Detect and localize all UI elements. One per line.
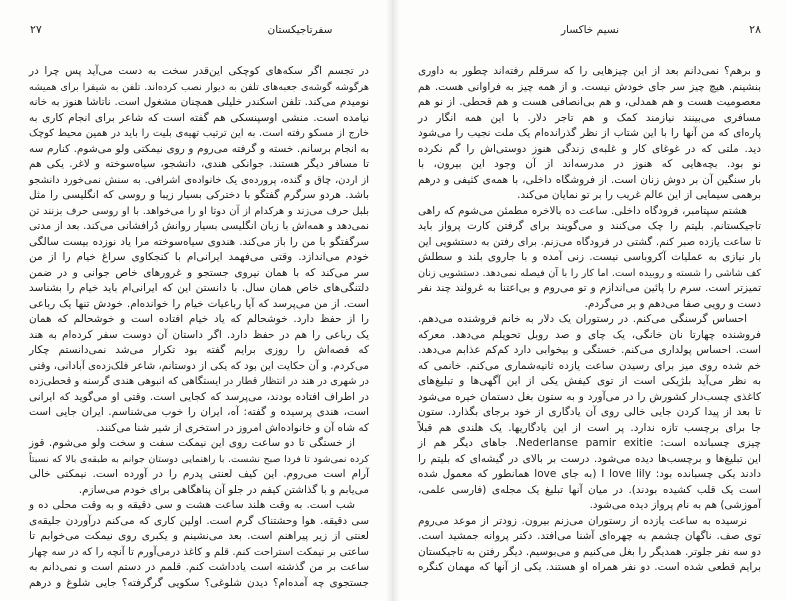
text-line: مسافری می‌بینند نیازمند کمک و هم تاجر دلار. با این همه انگار در (418, 111, 761, 124)
text-line: نو بود. بچه‌هایی که هنوز در مدرسه‌اند از آن وجود این بیرون، با (418, 158, 761, 170)
paragraph (29, 64, 369, 436)
text-line: چیزی چسبانده است: Nederlanse pamir exitie. جاهای دیگر هم از (418, 437, 761, 449)
text-line: هشتم سپتامبر، فرودگاه داخلی. ساعت ده بالاخره مطمئن می‌شوم که راهی (418, 204, 747, 217)
paragraph (418, 64, 761, 204)
paragraph (418, 312, 761, 514)
text-line: ساعتی بر نیمکت استراحت کنم. قلم و کاغذ درمی‌آورم تا آنچه را که در سه چهار (29, 545, 369, 558)
text-line: تا مسافر دیگر هستند. جوانکی هندی، دانشجو، سیاه‌سوخته و لاغر. یکی هم (29, 158, 369, 170)
text-line: فروشنده چهارتا نان خانگی، یک چای و صد روبل تحویلم می‌دهد. معرکه (418, 328, 761, 341)
paragraph (418, 514, 761, 576)
text-line: دادند یکی چسبانده بود: I love lily (به جای love همانطور که معمول شده (418, 468, 761, 480)
text-line: است. از من می‌پرسد که آیا رباعیات خیام را خوانده‌ام. خودش تنها یک رباعی (29, 297, 369, 310)
text-line: بار نیازی به عملیات آکروباسی نیست. زنی آمده و با جاروی بلند و سطلش (418, 251, 761, 263)
text-line: دید. ملتی که در غوغای کار و غلبه‌ی زندگی هنوز دوستی‌اش را گم نکرده (418, 142, 761, 155)
text-line: باشد. هردو سرگرم گفتگو با دخترکی بسیار زیبا و روسی که انگلیسی را مثل (29, 189, 369, 201)
text-line: سر می‌کند که با همان نیروی جستجو و غرورهای خاص جوانی و در ضمن (29, 266, 369, 279)
text-line: خودم می‌اندازد. وقتی می‌فهمد ایرانی‌ام با کنجکاوی سراغ خیام را از من (29, 251, 369, 263)
right-page (393, 0, 787, 601)
text-line: معصومیت هست و هم همدلی، و هم بی‌انصافی هست و هم قحطی. از نو هم (418, 96, 761, 108)
running-head: نسیم خاکسار (560, 24, 620, 36)
text-line: برایم قطعی شده است. دو نفر همراه او هستند. یکی از آنها که مهمان کنگره (418, 561, 761, 573)
paragraph (29, 436, 369, 498)
text-line: احساس گرسنگی می‌کنم. در رستوران یک دلار به خانم فروشنده می‌دهم. (418, 313, 747, 325)
text-line: از خستگی تا دو ساعت روی این نیمکت سفت و سخت ولو می‌شوم. قوز (29, 437, 355, 449)
text-line: برهمی سیمایی از این عالم غریب را بر تو نمایان می‌کند. (517, 189, 761, 201)
text-line: بار سنگین آن بر دوش زنان است. از فروشگاه داخلی، با همه‌ی کثیفی و درهم (418, 173, 761, 186)
text-line: آموزشی) هم به نام پرواز دیده می‌شود. (589, 499, 761, 511)
text-line: تا ساعت یازده صبر کنم. گشتی در فرودگاه می‌زنم. برای رفتن به دستشویی این (418, 235, 761, 248)
text-line: دو سه نفر جلوتر. همدیگر را بغل می‌کنیم و می‌بوسیم. دیگر رفتن به تاجیکستان (418, 545, 761, 558)
text-line: در شهری در هند در انتظار قطار در ایستگاهی که انبوهی هندی گرسنه و قحطی‌زده (29, 376, 369, 387)
text-line: است، هندی پرسیده و گفته: آه، ایران را خوب می‌شناسم. ایران جایی است (29, 406, 369, 418)
text-line: کاغذی چسب‌دار کشورش را در می‌آورد و به ستون بغل دستمان خیره می‌شود (418, 390, 761, 403)
text-line: ساعت بر من گذشته است یادداشت کنم. قلمم در دستم است و نمی‌دانم به (29, 561, 369, 573)
page-number: ۲۷ (30, 23, 42, 36)
text-line: سرگفتگو با من را باز می‌کند. هندوی سیاه‌سوخته مرا یاد نوزده بیست سالگی (29, 235, 369, 248)
page-text (418, 64, 761, 576)
text-line: را از حفظ دارد. خوشحالم که یاد خیام افتاده است و خوشحالم که همان (29, 313, 369, 325)
text-line: کرده نمی‌شود تا فردا صبح نشست. با راهنمایی دوستان جوانم به طبقه‌ی بالا که نسبتاً (29, 453, 369, 465)
text-line: می‌یابم و با گذاشتن کیفم در جلو آن پناهگاهی برای خودم می‌سازم. (78, 483, 369, 496)
text-line: جستجوی چه آمده‌ام؟ دیدن شلوغی؟ سکویی گرگرفته؟ جایی شلوغ و درهم (29, 576, 369, 589)
text-line: است یک قلب کشیده بودند). در میان آنها تبلیغ یک مجله‌ی (فارسی علمی، (418, 483, 761, 496)
text-line: کف شاشی را شسته و روبیده است. اما کار را با آن فیصله نمی‌دهد. دستشویی زنان (418, 267, 761, 279)
page-text (29, 64, 369, 591)
text-line: بنشینم. هیچ چیز سر جای خودش نیست. و از همه چیز به فراوانی هست. هم (418, 80, 761, 93)
text-line: یک رباعی را هم در حفظ دارد. اگر داستان آن دوست سفر کرده‌ام به هند (29, 328, 369, 341)
text-line: دلتنگی‌های خاص همان سال. با دانستن این که ایرانی‌ام باید خیام را بشناسد (29, 282, 369, 294)
text-line: جا برای برچسب تازه ندارد. پر است از این یادگاریها. یک هلندی هم قبلاً (418, 421, 761, 434)
text-line: تمیزتر است. سرم را پائین می‌اندازم و تو می‌روم و بی‌اعتنا به غرولند چند نفر (418, 282, 761, 294)
text-line: به انجام برسانم. خسته و گرفته می‌روم و روی نیمکتی ولو می‌شوم. کنارم سه (29, 142, 369, 155)
text-line: در تجسم اگر سکه‌های کوچکی این‌قدر سخت به دست می‌آید پس چرا در (29, 65, 369, 77)
text-line: لعنتی از زیر پیراهنم است. بعد می‌نشینم و یکبری روی نیمکت می‌خوابم تا (29, 530, 369, 542)
text-line: و برهم؟ نمی‌دانم بعد از این چیزهایی را که سرقلم رفته‌اند چطور به داوری (418, 65, 761, 77)
text-line: دست و رویی صفا می‌دهم و بر می‌گردم. (584, 297, 761, 310)
left-page (0, 0, 393, 601)
text-line: نمی‌دهد و همه‌اش با زبان انگلیسی بسیار روانش دُرافشانی می‌کند. بعد از مدتی (29, 220, 369, 232)
text-line: آرام است می‌روم. این کیف لعنتی پدرم را در آورده است. نیمکتی خالی (29, 468, 369, 480)
text-line: نرسیده به ساعت یازده از رستوران می‌زنم بیرون. زودتر از موعد می‌روم (418, 514, 747, 527)
text-line: شب است. به وقت هلند ساعت هشت و سی دقیقه و به وقت محلی ده و (29, 499, 355, 511)
text-line: به نظر می‌آید بلژیکی است از توی کیفش یکی از این آگهی‌ها و تبلیغ‌های (418, 375, 761, 387)
text-line: است. احساس پولداری می‌کنم. خستگی و بیخوابی دارد کم‌کم عذابم می‌دهد. (418, 344, 761, 356)
text-line: نومیدم می‌کند. تلفن اسکندر خلیلی همچنان مشغول است. ناتاشا هنوز به خانه (29, 96, 369, 108)
text-line: می‌کردم. و آن حکایت این بود که یکی از دوستانم، شاعر فلک‌زده‌ی آبادانی، وقتی (29, 359, 369, 372)
text-line: تا بعد از پیدا کردن جایی خالی روی آن یادگاری از خود برجای بگذارد. ستون (418, 406, 761, 418)
paragraph (418, 204, 761, 313)
paragraph (29, 498, 369, 591)
text-line: نیامده است. منشی اوسپنسکی هم گفته است که شاعر برای انجام کاری به (29, 111, 369, 124)
text-line: پاره‌ای که من آنها را با این شتاب از نظر گذرانده‌ام یک ملت نجیب را می‌شود (418, 127, 761, 139)
text-line: خارج از مسکو رفته است. به این ترتیب تهیه‌ی بلیت را باید در همین محیط کوچک (29, 128, 369, 139)
text-line: سی دقیقه. هوا وحشتناک گرم است. اولین کاری که می‌کنم درآوردن جلیقه‌ی (29, 514, 369, 527)
text-line: خم شده روی میز برای رسیدن ساعت یازده ثانیه‌شماری می‌کنم. خانمی که (418, 359, 761, 372)
page-number: ۲۸ (749, 23, 761, 36)
text-line: تاجیکستانم. بلیتم را چک می‌کنند و می‌گویند برای گرفتن کارت پرواز باید (418, 220, 761, 232)
text-line: توی صف. ناگهان چشمم به چهره‌ای آشنا می‌افتد. دکتر پروانه جمشید است. (418, 530, 761, 542)
text-line: از اردن، چاق و گنده، پرورده‌ی یک خانواده‌ی اشرافی. به سنش نمی‌خورد دانشجو (29, 174, 369, 186)
text-line: در اطراف افتاده بودند، می‌پرسد که کجایی است. وقتی او می‌گوید که ایرانی (29, 390, 369, 403)
text-line: هرگوشه گوشه‌ی جعبه‌های تلفن به دیوار نصب کرده‌اند. تلفن به شیفرا برای همیشه (29, 81, 369, 93)
text-line: که قصه‌اش را روزی برایم گفته بود تکرار می‌شد نمی‌دانستم چکار (29, 344, 369, 356)
text-line: بلبل حرف می‌زند و هرکدام از آن دوتا او را می‌خواهد. با او روسی حرف بزنند تن (29, 205, 369, 217)
text-line: که شاه آن و خانواده‌اش امروز در استخری از شیر شنا می‌کنند. (96, 421, 369, 434)
text-line: این تبلیغ‌ها و برچسب‌ها دیده می‌شود. درست بر بالای در گیشه‌ای که بلیتم را (418, 452, 761, 465)
running-head: سفرتاجیکستان (267, 24, 333, 36)
